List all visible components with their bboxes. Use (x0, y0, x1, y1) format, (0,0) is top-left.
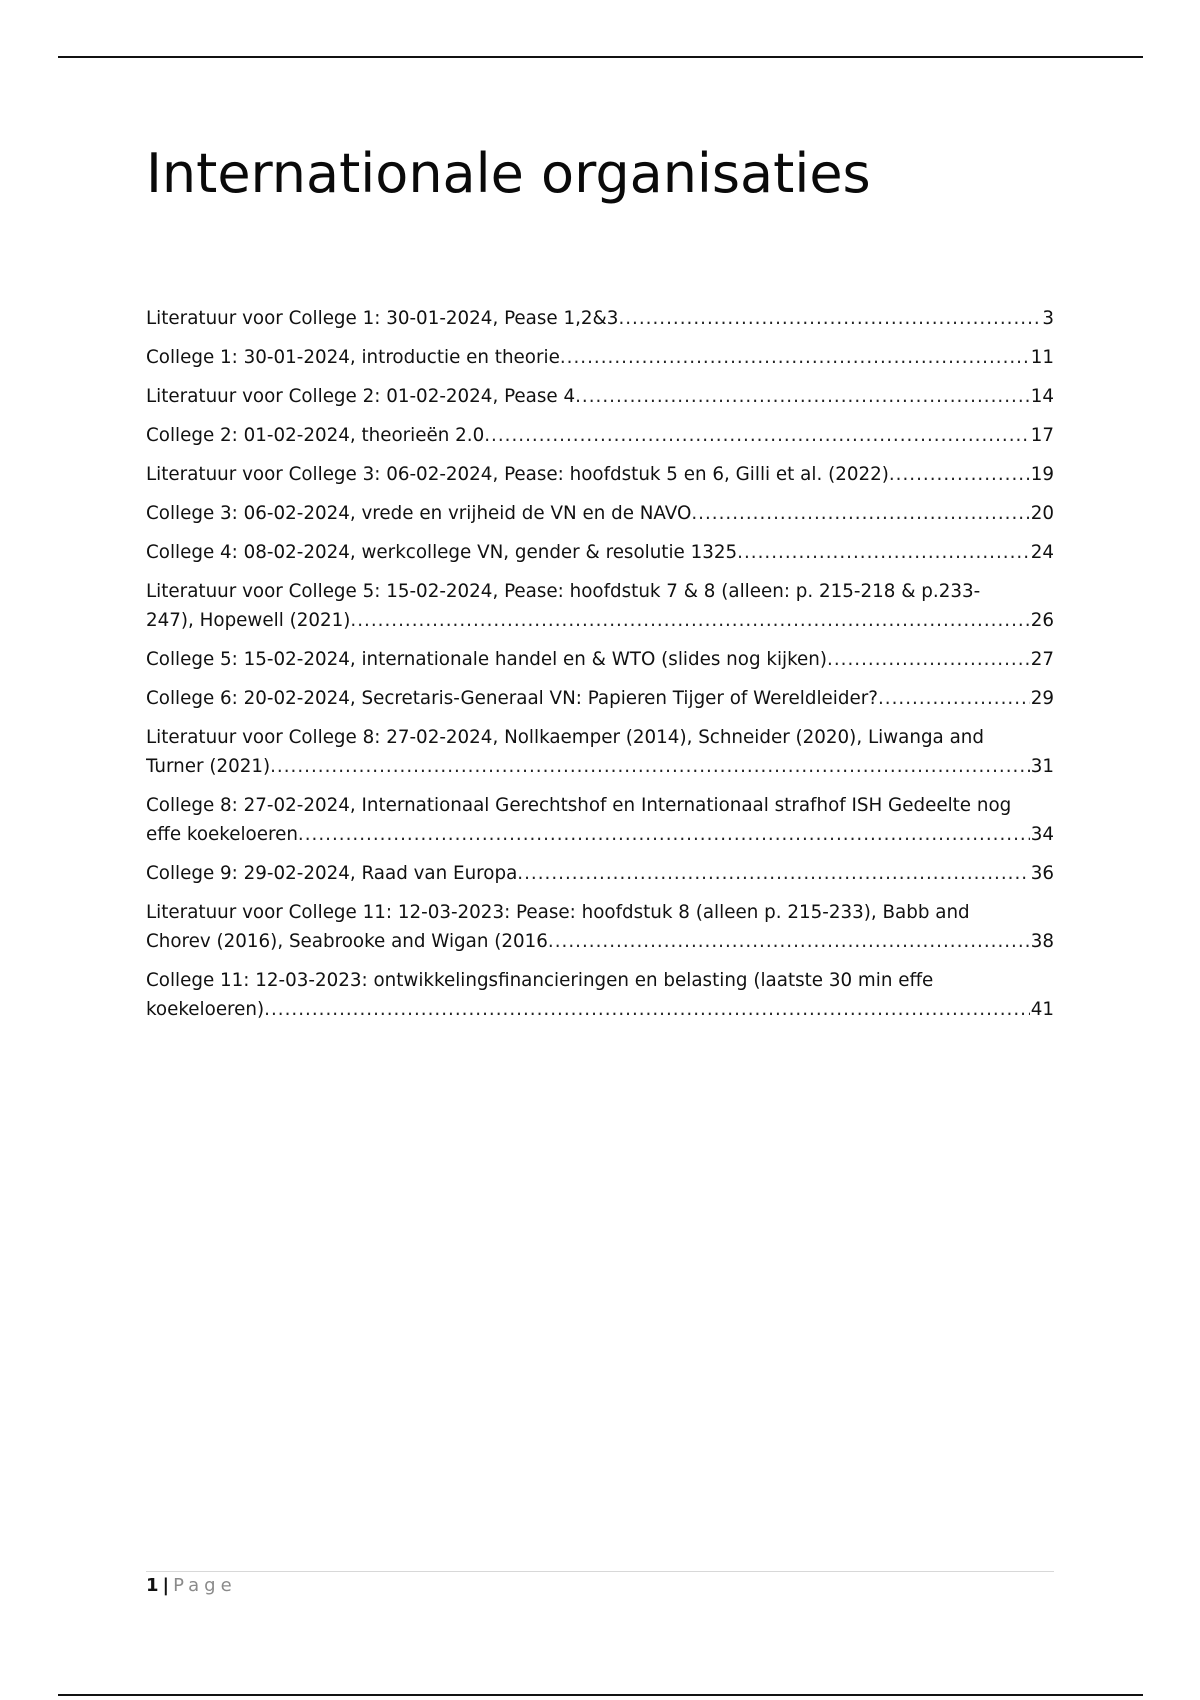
toc-entry-text: Literatuur voor College 2: 01-02-2024, Pease 4 ..... (146, 386, 575, 407)
toc-entry-page: 17 (1030, 421, 1054, 450)
toc-entry-text: Literatuur voor College 5: 15-02-2024, Pease: hoofdstuk 7 & 8 (alleen: p. 215-218 & p.233-247), Hopewell (2021) ..... (146, 581, 980, 631)
footer-rule (146, 1571, 1054, 1572)
toc-entry[interactable] (146, 684, 1054, 713)
top-rule (58, 56, 1143, 58)
toc-entry-page: 36 (1030, 859, 1054, 888)
toc-entry-text: Literatuur voor College 1: 30-01-2024, Pease 1,2&3 ..... (146, 308, 618, 329)
toc-entry-text: Literatuur voor College 8: 27-02-2024, Nollkaemper (2014), Schneider (2020), Liwanga and Turner (2021) ..... (146, 727, 984, 777)
toc-entry-page: 29 (1030, 684, 1054, 713)
toc-entry-text: Literatuur voor College 11: 12-03-2023: Pease: hoofdstuk 8 (alleen p. 215-233), Babb and Chorev (2016), Seabrooke and Wigan (2016 ..... (146, 902, 970, 952)
toc-entry[interactable] (146, 460, 1054, 489)
toc-entry[interactable] (146, 859, 1054, 888)
footer-page-label: Page (173, 1575, 237, 1596)
toc-entry-page: 26 (1030, 606, 1054, 635)
toc-entry-page: 20 (1030, 499, 1054, 528)
footer-separator: | (162, 1575, 170, 1596)
toc-entry-text: College 4: 08-02-2024, werkcollege VN, gender & resolutie 1325 ..... (146, 542, 737, 563)
toc-entry-text: College 11: 12-03-2023: ontwikkelingsfinancieringen en belasting (laatste 30 min effe koekeloeren) ..... (146, 970, 933, 1020)
toc-entry-page: 34 (1030, 820, 1054, 849)
toc-entry-text: College 2: 01-02-2024, theorieën 2.0 ..... (146, 425, 484, 446)
toc-entry[interactable] (146, 966, 1054, 1024)
toc-entry-page: 19 (1030, 460, 1054, 489)
table-of-contents (146, 304, 1054, 1034)
toc-entry-page: 11 (1030, 343, 1054, 372)
document-title: Internationale organisaties (146, 142, 871, 205)
bottom-rule (58, 1694, 1143, 1696)
toc-entry[interactable] (146, 723, 1054, 781)
toc-entry-page: 31 (1030, 752, 1054, 781)
toc-entry[interactable] (146, 791, 1054, 849)
toc-entry-text: College 3: 06-02-2024, vrede en vrijheid de VN en de NAVO ..... (146, 503, 691, 524)
toc-entry-text: Literatuur voor College 3: 06-02-2024, Pease: hoofdstuk 5 en 6, Gilli et al. (2022) ..... (146, 464, 889, 485)
toc-entry-page: 38 (1030, 927, 1054, 956)
toc-entry-text: College 1: 30-01-2024, introductie en theorie ..... (146, 347, 560, 368)
toc-entry-page: 14 (1030, 382, 1054, 411)
toc-entry-text: College 5: 15-02-2024, internationale handel en & WTO (slides nog kijken) ..... (146, 649, 827, 670)
toc-entry[interactable] (146, 898, 1054, 956)
toc-entry[interactable] (146, 421, 1054, 450)
toc-entry-page: 3 (1041, 304, 1054, 333)
toc-entry[interactable] (146, 343, 1054, 372)
toc-entry[interactable] (146, 538, 1054, 567)
toc-entry-page: 24 (1030, 538, 1054, 567)
toc-entry[interactable] (146, 499, 1054, 528)
footer-page-number: 1 (146, 1575, 159, 1596)
toc-entry-page: 41 (1030, 995, 1054, 1024)
toc-entry-page: 27 (1030, 645, 1054, 674)
toc-entry-text: College 6: 20-02-2024, Secretaris-Generaal VN: Papieren Tijger of Wereldleider? ..... (146, 688, 878, 709)
page-footer (146, 1574, 237, 1598)
toc-entry-text: College 8: 27-02-2024, Internationaal Gerechtshof en Internationaal strafhof ISH Gedeelte nog effe koekeloeren ..... (146, 795, 1011, 845)
toc-entry[interactable] (146, 645, 1054, 674)
toc-entry[interactable] (146, 382, 1054, 411)
toc-entry[interactable] (146, 577, 1054, 635)
toc-entry-text: College 9: 29-02-2024, Raad van Europa ..... (146, 863, 517, 884)
toc-entry[interactable] (146, 304, 1054, 333)
